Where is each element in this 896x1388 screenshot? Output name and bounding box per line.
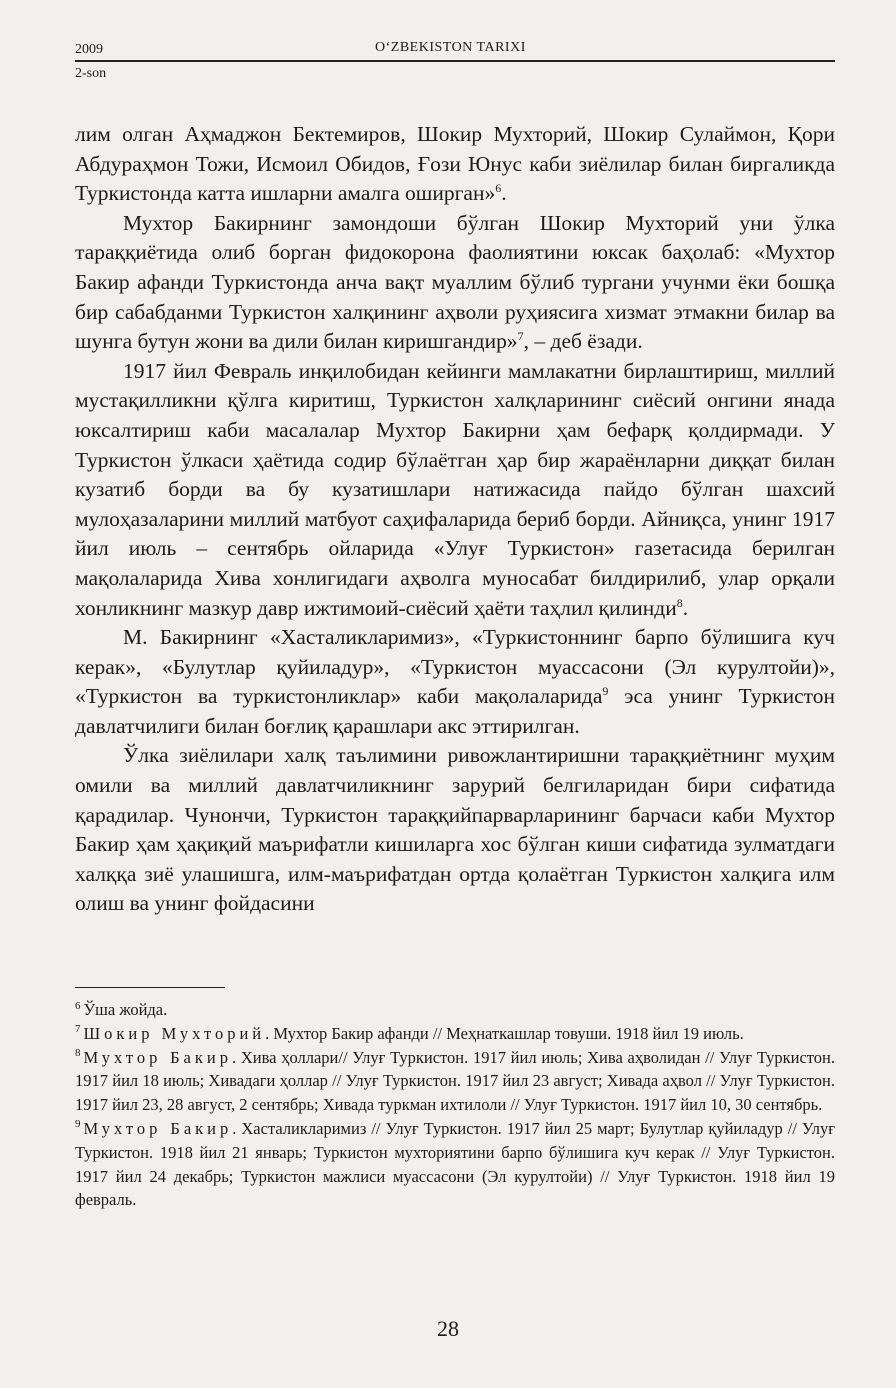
footnote: $^9$ Мухтор Бакир. Хасталикларимиз // Улуғ Туркистон. 1917 йил 25 март; Булутлар қуйиладур // Улуғ Туркистон. 1918 йил 21 январь; Туркистон мухториятини барпо бўлишига куч керак // Улуғ Туркистон. 1917 йил 24 декабрь; Туркистон мажлиси муассасони (Эл курултойи) // Улуғ Туркистон. 1918 йил 19 февраль. (75, 1118, 835, 1210)
footnote: $^8$ Мухтор Бакир. Хива ҳоллари// Улуғ Туркистон. 1917 йил июль; Хива аҳволидан // Улуғ Туркистон. 1917 йил 18 июль; Хивадаги ҳоллар // Улуғ Туркистон. 1917 йил 23 август; Хивада аҳвол // Улуғ Туркистон. 1917 йил 23, 28 август, 2 сентябрь; Хивада туркман ихтилоли // Улуғ Туркистон. 1917 йил 10, 30 сентябрь. (75, 1047, 835, 1115)
footnote-number: 7 (75, 1023, 81, 1036)
main-text (75, 120, 835, 919)
footnote-number: 8 (75, 1047, 81, 1060)
footnote-number: 6 (75, 999, 81, 1012)
footnote-author: Шокир Мухторий (83, 1023, 266, 1043)
paragraph: лим олган Аҳмаджон Бектемиров, Шокир Мухторий, Шокир Сулаймон, Қори Абдураҳмон Тожи, Исмоил Обидов, Ғози Юнус каби зиёлилар билан биргаликда Туркистонда катта ишларни амалга оширган»$^6$. (75, 122, 835, 206)
footnote-ref[interactable]: 8 (676, 595, 683, 610)
header-rule (75, 60, 835, 62)
footnote-ref[interactable]: 6 (495, 181, 502, 196)
header-year: 2009 (75, 42, 103, 57)
footnote: $^7$ Шокир Мухторий. Мухтор Бакир афанди // Меҳнаткашлар товуши. 1918 йил 19 июль. (75, 1023, 744, 1043)
footnote-number: 9 (75, 1118, 81, 1131)
footnote-author: Мухтор Бакир (83, 1047, 232, 1067)
footnote-ref[interactable]: 7 (517, 329, 524, 343)
footnote-author: Мухтор Бакир (83, 1118, 233, 1138)
footnote: $^6$ Ўша жойда. (75, 999, 168, 1019)
paragraph: Ўлка зиёлилари халқ таълимини ривожлантиришни тараққиётнинг муҳим омили ва миллий давлатчиликнинг зарурий белгиларидан бири сифатида қарадилар. Чунончи, Туркистон тараққийпарварларининг барчаси каби Мухтор Бакир ҳам ҳақиқий маърифатли кишиларга хос бўлган киши сифатида зулматдаги халққа зиё улашишга, илм-маърифатдан ортда қолаётган Туркистон халқига илм олиш ва унинг фойдасини (75, 743, 835, 916)
footnote-ref[interactable]: 9 (602, 684, 609, 699)
footnotes (75, 998, 835, 1212)
paragraph: М. Бакирнинг «Хасталикларимиз», «Туркистоннинг барпо бўлишига куч керак», «Булутлар қуйиладур», «Туркистон муассасони (Эл курултойи)», «Туркистон ва туркистонликлар» каби мақолаларида$^9$ эса унинг Туркистон давлатчилиги билан боғлиқ қарашлари акс эттирилган. (75, 625, 835, 738)
page-number: 28 (437, 1316, 459, 1341)
running-header (75, 38, 835, 62)
paragraph: Мухтор Бакирнинг замондоши бўлган Шокир Мухторий уни ўлка тараққиётида олиб борган фидокорона фаолиятини юксак баҳолаб: «Мухтор Бакир афанди Туркистонда анча вақт муаллим бўлиб тургани учунми ёки бошқа бир сабабданми Туркистон халқининг аҳволи руҳиясига хизмат этмакни билар ва шунга бутун жони ва дили билан киришгандир»$^7$, – деб ёзади. (75, 210, 835, 354)
footnote-separator (75, 987, 225, 988)
paragraph: 1917 йил Февраль инқилобидан кейинги мамлакатни бирлаштириш, миллий мустақилликни қўлга киритиш, Туркистон халқларининг сиёсий онгини янада юксалтириш каби масалалар Мухтор Бакирни ҳам бефарқ қолдирмади. У Туркистон ўлкаси ҳаётида содир бўлаётган ҳар бир жараёнларни диққат билан кузатиб борди ва бу кузатишлари натижасида пайдо бўлган шахсий мулоҳазаларини миллий матбуот саҳифаларида бериб борди. Айниқса, унинг 1917 йил июль – сентябрь ойларида «Улуғ Туркистон» газетасида берилган мақолаларида Хива хонлигидаги аҳволга муносабат билдирилиб, улар орқали хонликнинг мазкур давр ижтимоий-сиёсий ҳаёти таҳлил қилинди$^8$. (75, 358, 835, 620)
header-journal-title: O‘ZBEKISTON TARIXI (375, 40, 526, 55)
header-issue: 2-son (75, 66, 107, 81)
